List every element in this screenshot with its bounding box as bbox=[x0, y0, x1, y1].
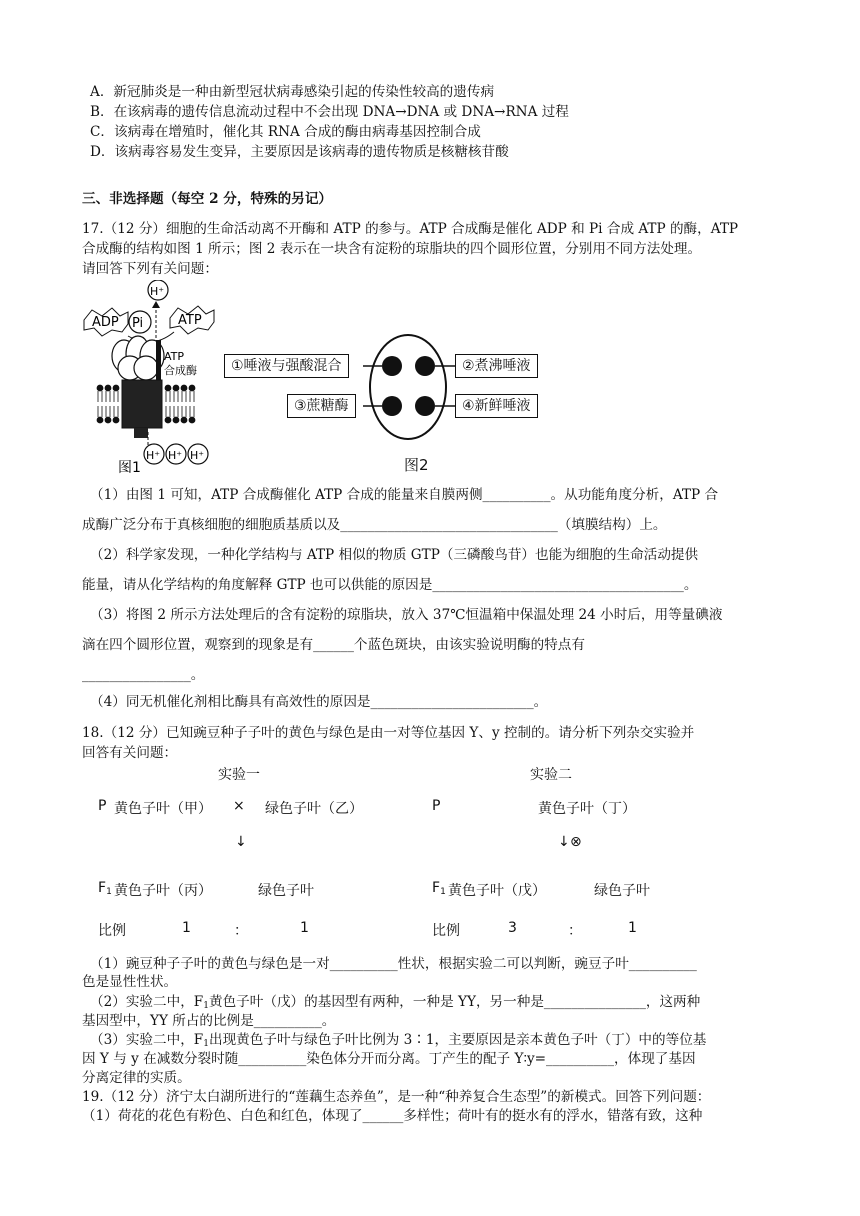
q17-stem-line-3: 请回答下列有关问题： bbox=[82, 261, 218, 277]
q17-sub2-line-1: （2）科学家发现，一种化学结构与 ATP 相似的物质 GTP（三磷酸鸟苷）也能为细胞的生命活动提供 bbox=[90, 547, 699, 563]
treatment-box-4: ④新鲜唾液 bbox=[455, 394, 538, 418]
q18-stem-line-1: 18.（12 分）已知豌豆种子子叶的黄色与绿色是由一对等位基因 Y、y 控制的。请分析下列杂交实验并 bbox=[82, 725, 695, 741]
exp2-offspring-2: 绿色子叶 bbox=[594, 883, 650, 899]
q19-sub1-line-1: （1）荷花的花色有粉色、白色和红色，体现了______多样性；荷叶有的挺水有的浮水，错落有致，这种 bbox=[82, 1108, 703, 1124]
q18-sub2-line-2: 基因型中，YY 所占的比例是__________。 bbox=[82, 1013, 336, 1029]
exp2-f1-label: $F_1$ bbox=[432, 880, 446, 897]
figure-2-agar-block bbox=[222, 334, 562, 474]
q18-cross-diagram bbox=[90, 762, 690, 948]
exp1-ratio-2: 1 bbox=[300, 920, 309, 936]
h-plus-bottom-3: H⁺ bbox=[190, 449, 205, 462]
q18-stem-line-2: 回答有关问题： bbox=[82, 745, 178, 761]
q16-option-c: C．该病毒在增殖时，催化其 RNA 合成的酶由病毒基因控制合成 bbox=[90, 124, 481, 140]
exp2-title: 实验二 bbox=[530, 767, 572, 783]
exp2-ratio-2: 1 bbox=[628, 920, 637, 936]
q17-sub3-line-1: （3）将图 2 所示方法处理后的含有淀粉的琼脂块，放入 37℃恒温箱中保温处理 24 小时后，用等量碘液 bbox=[90, 607, 723, 623]
q18-sub2-line-1: （2）实验二中，$F_1$黄色子叶（戊）的基因型有两种，一种是 YY，另一种是_______________，这两种 bbox=[90, 994, 701, 1011]
exp2-ratio-label: 比例 bbox=[432, 923, 460, 939]
exp2-ratio-1: 3 bbox=[508, 920, 517, 936]
q16-option-b: B．在该病毒的遗传信息流动过程中不会出现 DNA→DNA 或 DNA→RNA 过程 bbox=[90, 104, 569, 120]
selfing-icon: ⊗ bbox=[570, 834, 582, 850]
enzyme-label-line-1: ATP bbox=[164, 350, 185, 363]
q17-sub1-line-1: （1）由图 1 可知，ATP 合成酶催化 ATP 合成的能量来自膜两侧__________。从功能角度分析，ATP 合 bbox=[90, 487, 719, 503]
exp1-offspring-2: 绿色子叶 bbox=[258, 883, 314, 899]
q18-sub3-line-3: 分离定律的实质。 bbox=[82, 1070, 191, 1086]
q17-sub3-line-2: 滴在四个圆形位置，观察到的现象是有______个蓝色斑块，由该实验说明酶的特点有 bbox=[82, 637, 585, 653]
exp1-ratio-label: 比例 bbox=[98, 923, 126, 939]
exp1-cross-symbol: × bbox=[233, 798, 245, 814]
exp1-parent-2: 绿色子叶（乙） bbox=[265, 801, 363, 817]
h-plus-bottom-2: H⁺ bbox=[168, 449, 183, 462]
q16-option-d: D．该病毒容易发生变异，主要原因是该病毒的遗传物质是核糖核苷酸 bbox=[90, 144, 509, 160]
treatment-box-2: ②煮沸唾液 bbox=[455, 354, 538, 378]
treatment-box-3: ③蔗糖酶 bbox=[287, 394, 356, 418]
q17-sub1-line-2: 成酶广泛分布于真核细胞的细胞质基质以及________________________________（填膜结构）上。 bbox=[82, 517, 667, 533]
q19-stem: 19.（12 分）济宁太白湖所进行的“莲藕生态养鱼”，是一种“种养复合生态型”的新模式。回答下列问题： bbox=[82, 1089, 711, 1105]
q18-sub3-line-1: （3）实验二中，$F_1$出现黄色子叶与绿色子叶比例为 3∶1，主要原因是亲本黄色子叶（丁）中的等位基 bbox=[90, 1032, 707, 1049]
adp-label: ADP bbox=[92, 315, 119, 330]
atp-synthase-diagram bbox=[82, 280, 242, 476]
exp1-parent-1: 黄色子叶（甲） bbox=[114, 801, 212, 817]
exp2-arrow: ↓ bbox=[558, 834, 570, 850]
exp1-p-label: P bbox=[98, 798, 107, 814]
exp1-title: 实验一 bbox=[218, 767, 260, 783]
exp2-ratio-colon: ： bbox=[568, 923, 582, 939]
pi-label: Pi bbox=[132, 316, 144, 331]
atp-label: ATP bbox=[178, 313, 202, 328]
exp1-offspring-1: 黄色子叶（丙） bbox=[114, 883, 212, 899]
q18-sub1-line-1: （1）豌豆种子子叶的黄色与绿色是一对__________性状，根据实验二可以判断，豌豆子叶__________ bbox=[90, 956, 697, 972]
q17-sub4-line-1: （4）同无机催化剂相比酶具有高效性的原因是________________________。 bbox=[90, 694, 548, 710]
q18-sub1-line-2: 色是显性性状。 bbox=[82, 974, 178, 990]
section-heading: 三、非选择题（每空 2 分，特殊的另记） bbox=[82, 191, 333, 207]
figure-1-caption: 图1 bbox=[118, 460, 141, 476]
q17-stem-line-2: 合成酶的结构如图 1 所示；图 2 表示在一块含有淀粉的琼脂块的四个圆形位置，分别用不同方法处理。 bbox=[82, 241, 702, 257]
exp2-parent: 黄色子叶（丁） bbox=[538, 801, 636, 817]
figure-1-atp-synthase bbox=[82, 280, 242, 476]
figure-2-caption: 图2 bbox=[404, 456, 429, 474]
h-plus-bottom-1: H⁺ bbox=[146, 449, 161, 462]
exp1-f1-label: $F_1$ bbox=[98, 880, 112, 897]
exp1-ratio-colon: ： bbox=[234, 923, 248, 939]
exp2-p-label: P bbox=[432, 798, 441, 814]
exp2-offspring-1: 黄色子叶（戊） bbox=[448, 883, 546, 899]
exp1-ratio-1: 1 bbox=[182, 920, 191, 936]
exp1-arrow: ↓ bbox=[235, 834, 247, 850]
treatment-box-1: ①唾液与强酸混合 bbox=[224, 354, 349, 378]
q16-option-a: A．新冠肺炎是一种由新型冠状病毒感染引起的传染性较高的遗传病 bbox=[90, 84, 495, 100]
enzyme-label-line-2: 合成酶 bbox=[164, 364, 197, 377]
q17-sub2-line-2: 能量，请从化学结构的角度解释 GTP 也可以供能的原因是_____________________________________。 bbox=[82, 577, 698, 593]
h-plus-top-label: H⁺ bbox=[150, 285, 165, 298]
q17-sub3-line-3: ________________。 bbox=[82, 667, 205, 683]
q17-stem-line-1: 17.（12 分）细胞的生命活动离不开酶和 ATP 的参与。ATP 合成酶是催化 ADP 和 Pi 合成 ATP 的酶，ATP bbox=[82, 221, 739, 237]
q18-sub3-line-2: 因 Y 与 y 在减数分裂时随__________染色体分开而分离。丁产生的配子 Y∶y=__________，体现了基因 bbox=[82, 1051, 696, 1067]
